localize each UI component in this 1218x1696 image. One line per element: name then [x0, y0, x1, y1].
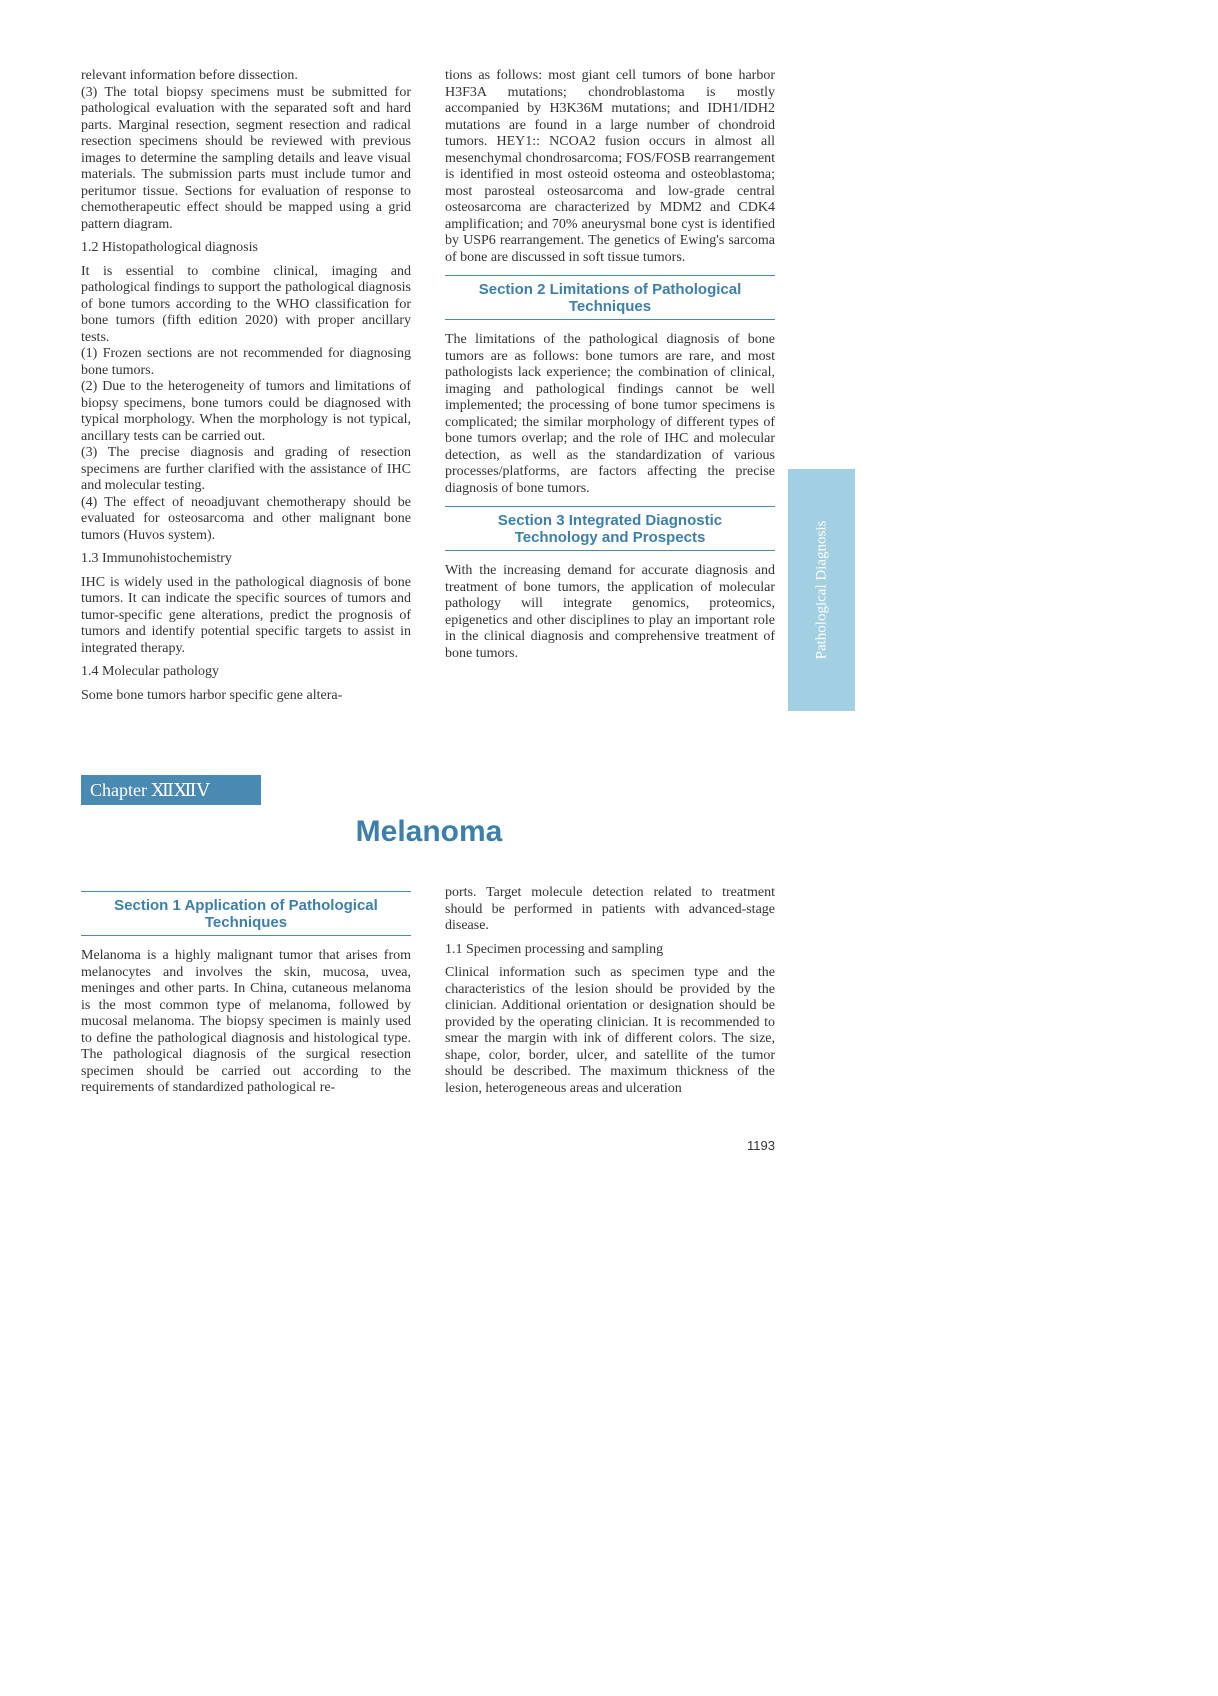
section-heading-line: Section 1 Application of Pathological: [114, 897, 378, 914]
section-3-heading: [445, 506, 775, 551]
section-heading-line: Techniques: [568, 298, 652, 315]
paragraph: It is essential to combine clinical, imaging and pathological findings to support the pathological diagnosis of bone tumors according to the WHO classification for bone tumors (fifth edition 2020) with proper ancillary tests.: [81, 263, 411, 345]
chapter-label: Chapter ⅫⅫⅤ: [90, 780, 210, 800]
paragraph: ports. Target molecule detection related to treatment should be performed in patients with advanced-stage disease.: [445, 885, 775, 933]
section-heading-line: Techniques: [204, 914, 288, 931]
paragraph: tions as follows: most giant cell tumors of bone harbor H3F3A mutations; chondroblastoma is mostly accompanied by H3K36M mutations; and IDH1/IDH2 mutations are found in a large number of chondroid tumors. HEY1:: NCOA2 fusion occurs in almost all mesenchymal chondrosarcoma; FOS/FOSB rearrangement is identified in most osteoid osteoma and osteoblastoma; most parosteal osteosarcoma and low-grade central osteosarcoma are characterized by MDM2 and CDK4 amplification; and 70% aneurysmal bone cyst is identified by USP6 rearrangement. The genetics of Ewing's sarcoma of bone are discussed in soft tissue tumors.: [445, 68, 775, 265]
paragraph: The limitations of the pathological diagnosis of bone tumors are as follows: bone tumors are rare, and most pathologists lack experience; the combination of clinical, imaging and pathological findings cannot be well implemented; the processing of bone tumor specimens is complicated; the similar morphology of different types of bone tumors overlap; and the role of IHC and molecular detection, as well as the standardization of various processes/platforms, are factors affecting the precise diagnosis of bone tumors.: [445, 332, 775, 496]
subsection-heading-1-1: 1.1 Specimen processing and sampling: [445, 941, 664, 957]
side-tab-label: Pathological Diagnosis: [813, 520, 829, 660]
paragraph: Some bone tumors harbor specific gene altera-: [81, 687, 343, 703]
subsection-heading-1-2: 1.2 Histopathological diagnosis: [81, 240, 258, 255]
section-heading-line: Technology and Prospects: [514, 529, 706, 546]
column-bottom-right: [445, 885, 775, 1097]
paragraph: (4) The effect of neoadjuvant chemotherapy should be evaluated for osteosarcoma and other malignant bone tumors (Huvos system).: [81, 494, 411, 543]
subsection-heading-1-3: 1.3 Immunohistochemistry: [81, 551, 232, 566]
paragraph: Clinical information such as specimen type and the characteristics of the lesion should be provided by the clinician. Additional orientation or designation should be provided by the operating clinician. It is recommended to smear the margin with ink of different colors. The size, shape, color, border, ulcer, and satellite of the tumor should be described. The maximum thickness of the lesion, heterogeneous areas and ulceration: [445, 965, 775, 1096]
column-top-right: [445, 68, 775, 662]
section-heading-line: Section 3 Integrated Diagnostic: [497, 512, 723, 529]
page-number: 1193: [747, 1138, 775, 1153]
section-heading-line: Section 2 Limitations of Pathological: [478, 281, 742, 298]
paragraph: (2) Due to the heterogeneity of tumors and limitations of biopsy specimens, bone tumors could be diagnosed with typical morphology. When the morphology is not typical, ancillary tests can be carried out.: [81, 379, 411, 444]
paragraph: (1) Frozen sections are not recommended for diagnosing bone tumors.: [81, 346, 411, 378]
subsection-heading-1-4: 1.4 Molecular pathology: [81, 664, 220, 679]
paragraph: IHC is widely used in the pathological diagnosis of bone tumors. It can indicate the specific sources of tumors and tumor-specific gene alterations, predict the prognosis of tumors and identify potential specific targets to assist in integrated therapy.: [81, 574, 411, 656]
paragraph: With the increasing demand for accurate diagnosis and treatment of bone tumors, the application of molecular pathology will integrate genomics, proteomics, epigenetics and other disciplines to play an important role in the clinical diagnosis and comprehensive treatment of bone tumors.: [445, 563, 775, 661]
paragraph: relevant information before dissection.: [81, 68, 298, 83]
paragraph: (3) The precise diagnosis and grading of resection specimens are further clarified with the assistance of IHC and molecular testing.: [81, 445, 411, 493]
side-tab: [788, 469, 855, 711]
column-bottom-left: [81, 891, 411, 1097]
section-1-heading: [81, 891, 411, 936]
chapter-label-bar: [81, 775, 261, 805]
paragraph: (3) The total biopsy specimens must be submitted for pathological evaluation with the separated soft and hard parts. Marginal resection, segment resection and radical resection specimens should be reviewed with previous images to determine the sampling details and leave visual materials. The submission parts must include tumor and peritumor tissue. Sections for evaluation of response to chemotherapeutic effect should be mapped using a grid pattern diagram.: [81, 84, 411, 232]
column-top-left: [81, 68, 411, 704]
chapter-title: Melanoma: [355, 815, 503, 848]
paragraph: Melanoma is a highly malignant tumor that arises from melanocytes and involves the skin, mucosa, uvea, meninges and other parts. In China, cutaneous melanoma is the most common type of melanoma, followed by mucosal melanoma. The biopsy specimen is mainly used to define the pathological diagnosis and histological type. The pathological diagnosis of the surgical resection specimen should be carried out according to the requirements of standardized pathological re-: [81, 948, 411, 1095]
section-2-heading: [445, 275, 775, 320]
